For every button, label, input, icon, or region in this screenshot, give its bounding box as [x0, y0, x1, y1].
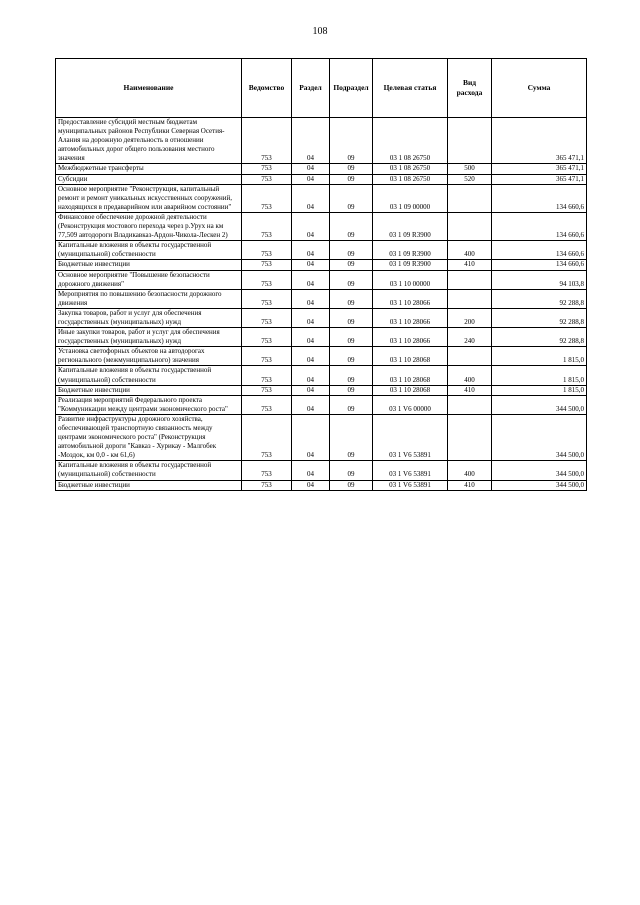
header-ved: Ведомство: [242, 59, 292, 118]
cell-ved: 753: [242, 289, 292, 308]
table-row: [56, 328, 587, 347]
cell-vr: 410: [448, 385, 492, 395]
cell-razdel: 04: [292, 260, 330, 270]
cell-sum: 365 471,1: [492, 118, 587, 164]
cell-name: Бюджетные инвестиции: [56, 480, 242, 490]
cell-sum: 92 288,8: [492, 308, 587, 327]
cell-podrazdel: 09: [330, 118, 373, 164]
cell-ved: 753: [242, 164, 292, 174]
table-row: [56, 212, 587, 240]
cell-razdel: 04: [292, 480, 330, 490]
cell-sum: 92 288,8: [492, 289, 587, 308]
cell-cs: 03 1 10 28068: [373, 347, 448, 366]
cell-podrazdel: 09: [330, 385, 373, 395]
cell-sum: 92 288,8: [492, 328, 587, 347]
table-row: [56, 241, 587, 260]
cell-cs: 03 1 10 28066: [373, 289, 448, 308]
table-row: [56, 184, 587, 212]
cell-vr: [448, 184, 492, 212]
cell-razdel: 04: [292, 270, 330, 289]
cell-vr: 520: [448, 174, 492, 184]
cell-podrazdel: 09: [330, 174, 373, 184]
cell-razdel: 04: [292, 174, 330, 184]
cell-podrazdel: 09: [330, 395, 373, 414]
table-row: [56, 289, 587, 308]
cell-name: Межбюджетные трансферты: [56, 164, 242, 174]
cell-vr: 200: [448, 308, 492, 327]
cell-razdel: 04: [292, 308, 330, 327]
cell-name: Основное мероприятие "Реконструкция, капитальный ремонт и ремонт уникальных искусственных сооружений, находящихся в предаварийном или аварийном состоянии": [56, 184, 242, 212]
cell-podrazdel: 09: [330, 241, 373, 260]
cell-name: Бюджетные инвестиции: [56, 385, 242, 395]
cell-ved: 753: [242, 480, 292, 490]
cell-name: Финансовое обеспечение дорожной деятельности (Реконструкция мостового перехода через р.Урух на км 77,509 автодороги Владикавказ-Ардон-Чикола-Лескен 2): [56, 212, 242, 240]
cell-sum: 134 660,6: [492, 260, 587, 270]
cell-razdel: 04: [292, 184, 330, 212]
cell-podrazdel: 09: [330, 347, 373, 366]
cell-name: Предоставление субсидий местным бюджетам муниципальных районов Республики Северная Осетия-Алания на дорожную деятельность в отношении автомобильных дорог общего пользования местного значения: [56, 118, 242, 164]
cell-razdel: 04: [292, 118, 330, 164]
cell-vr: 500: [448, 164, 492, 174]
cell-name: Реализация мероприятий Федерального проекта "Коммуникации между центрами экономического роста": [56, 395, 242, 414]
cell-cs: 03 1 10 00000: [373, 270, 448, 289]
cell-podrazdel: 09: [330, 366, 373, 385]
cell-ved: 753: [242, 184, 292, 212]
cell-ved: 753: [242, 212, 292, 240]
cell-sum: 1 815,0: [492, 385, 587, 395]
table-row: [56, 366, 587, 385]
page-number: 108: [312, 26, 328, 37]
cell-cs: 03 1 V6 53891: [373, 461, 448, 480]
table-row: [56, 260, 587, 270]
cell-ved: 753: [242, 241, 292, 260]
cell-razdel: 04: [292, 461, 330, 480]
cell-vr: [448, 270, 492, 289]
cell-podrazdel: 09: [330, 414, 373, 460]
table-row: [56, 164, 587, 174]
cell-vr: [448, 347, 492, 366]
cell-cs: 03 1 10 28068: [373, 366, 448, 385]
cell-ved: 753: [242, 328, 292, 347]
cell-ved: 753: [242, 385, 292, 395]
cell-podrazdel: 09: [330, 461, 373, 480]
cell-ved: 753: [242, 347, 292, 366]
cell-sum: 134 660,6: [492, 212, 587, 240]
cell-name: Капитальные вложения в объекты государственной (муниципальной) собственности: [56, 461, 242, 480]
cell-name: Основное мероприятие "Повышение безопасности дорожного движения": [56, 270, 242, 289]
cell-sum: 344 500,0: [492, 395, 587, 414]
cell-podrazdel: 09: [330, 480, 373, 490]
cell-vr: [448, 414, 492, 460]
cell-vr: [448, 118, 492, 164]
table-row: [56, 395, 587, 414]
table-row: [56, 347, 587, 366]
cell-razdel: 04: [292, 414, 330, 460]
cell-cs: 03 1 10 28066: [373, 328, 448, 347]
cell-razdel: 04: [292, 289, 330, 308]
cell-ved: 753: [242, 308, 292, 327]
cell-name: Капитальные вложения в объекты государственной (муниципальной) собственности: [56, 366, 242, 385]
cell-vr: [448, 289, 492, 308]
cell-razdel: 04: [292, 347, 330, 366]
cell-cs: 03 1 09 R3900: [373, 241, 448, 260]
cell-sum: 134 660,6: [492, 241, 587, 260]
cell-sum: 1 815,0: [492, 347, 587, 366]
cell-name: Бюджетные инвестиции: [56, 260, 242, 270]
cell-vr: [448, 395, 492, 414]
cell-name: Мероприятия по повышению безопасности дорожного движения: [56, 289, 242, 308]
cell-ved: 753: [242, 174, 292, 184]
cell-razdel: 04: [292, 385, 330, 395]
cell-ved: 753: [242, 461, 292, 480]
cell-name: Субсидии: [56, 174, 242, 184]
cell-vr: 240: [448, 328, 492, 347]
cell-razdel: 04: [292, 328, 330, 347]
cell-sum: 365 471,1: [492, 174, 587, 184]
table-row: [56, 461, 587, 480]
cell-sum: 344 500,0: [492, 414, 587, 460]
cell-ved: 753: [242, 395, 292, 414]
cell-name: Установка светофорных объектов на автодорогах регионального (межмуниципального) значения: [56, 347, 242, 366]
table-row: [56, 480, 587, 490]
cell-ved: 753: [242, 414, 292, 460]
cell-name: Капитальные вложения в объекты государственной (муниципальной) собственности: [56, 241, 242, 260]
cell-razdel: 04: [292, 164, 330, 174]
cell-podrazdel: 09: [330, 328, 373, 347]
cell-sum: 344 500,0: [492, 461, 587, 480]
header-razdel: Раздел: [292, 59, 330, 118]
cell-podrazdel: 09: [330, 164, 373, 174]
cell-name: Закупка товаров, работ и услуг для обеспечения государственных (муниципальных) нужд: [56, 308, 242, 327]
table-body: [56, 118, 587, 491]
table-row: [56, 118, 587, 164]
cell-sum: 134 660,6: [492, 184, 587, 212]
cell-cs: 03 1 09 00000: [373, 184, 448, 212]
cell-vr: 410: [448, 260, 492, 270]
table-row: [56, 308, 587, 327]
cell-ved: 753: [242, 270, 292, 289]
cell-podrazdel: 09: [330, 260, 373, 270]
cell-cs: 03 1 V6 53891: [373, 414, 448, 460]
cell-podrazdel: 09: [330, 270, 373, 289]
table-row: [56, 174, 587, 184]
cell-name: Иные закупки товаров, работ и услуг для обеспечения государственных (муниципальных) нужд: [56, 328, 242, 347]
header-name: Наименование: [56, 59, 242, 118]
cell-razdel: 04: [292, 212, 330, 240]
table-row: [56, 414, 587, 460]
cell-razdel: 04: [292, 241, 330, 260]
cell-cs: 03 1 08 26750: [373, 164, 448, 174]
cell-ved: 753: [242, 366, 292, 385]
cell-podrazdel: 09: [330, 308, 373, 327]
cell-cs: 03 1 08 26750: [373, 118, 448, 164]
header-podrazdel: Подраздел: [330, 59, 373, 118]
cell-sum: 365 471,1: [492, 164, 587, 174]
cell-vr: 400: [448, 366, 492, 385]
cell-ved: 753: [242, 118, 292, 164]
cell-vr: [448, 212, 492, 240]
cell-cs: 03 1 10 28066: [373, 308, 448, 327]
header-sum: Сумма: [492, 59, 587, 118]
cell-cs: 03 1 10 28068: [373, 385, 448, 395]
cell-cs: 03 1 09 R3900: [373, 260, 448, 270]
cell-podrazdel: 09: [330, 289, 373, 308]
cell-ved: 753: [242, 260, 292, 270]
cell-cs: 03 1 V6 53891: [373, 480, 448, 490]
budget-table: [55, 58, 587, 491]
cell-vr: 400: [448, 461, 492, 480]
cell-podrazdel: 09: [330, 212, 373, 240]
cell-cs: 03 1 08 26750: [373, 174, 448, 184]
cell-sum: 1 815,0: [492, 366, 587, 385]
table-row: [56, 270, 587, 289]
cell-name: Развитие инфраструктуры дорожного хозяйства, обеспечивающей транспортную связанность между центрами экономического роста" (Реконструкция автомобильной дороги "Кавказ - Хурикау - Малгобек -Моздок, км 0,0 - км 61,6): [56, 414, 242, 460]
cell-razdel: 04: [292, 395, 330, 414]
cell-vr: 410: [448, 480, 492, 490]
cell-cs: 03 1 09 R3900: [373, 212, 448, 240]
header-vr: Вид расхода: [448, 59, 492, 118]
table-row: [56, 385, 587, 395]
cell-podrazdel: 09: [330, 184, 373, 212]
cell-sum: 94 103,8: [492, 270, 587, 289]
cell-razdel: 04: [292, 366, 330, 385]
cell-vr: 400: [448, 241, 492, 260]
header-cs: Целевая статья: [373, 59, 448, 118]
cell-sum: 344 500,0: [492, 480, 587, 490]
cell-cs: 03 1 V6 00000: [373, 395, 448, 414]
table-header-row: [56, 59, 587, 118]
